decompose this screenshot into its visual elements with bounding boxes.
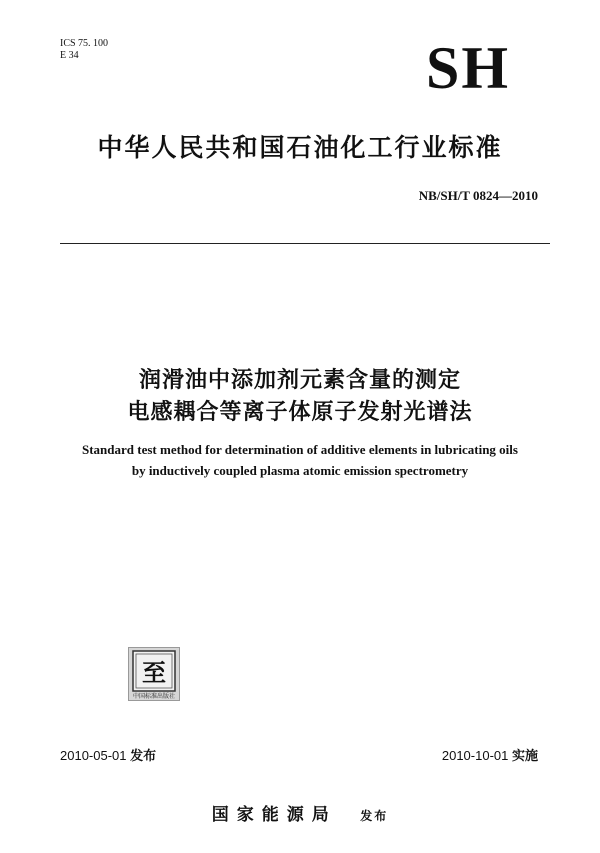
ics-code: ICS 75. 100 bbox=[60, 38, 109, 49]
chinese-title-line-2: 电感耦合等离子体原子发射光谱法 bbox=[127, 400, 473, 425]
english-title-line-1: Standard test method for determination of additive elements in lubricating oils bbox=[82, 442, 518, 457]
standard-title: 中华人民共和国石油化工行业标准 bbox=[97, 133, 503, 162]
issuer-footer bbox=[0, 800, 600, 825]
header-divider bbox=[60, 243, 550, 244]
publisher-stamp-icon bbox=[128, 647, 180, 701]
standard-number: NB/SH/T 0824—2010 bbox=[418, 188, 538, 203]
publish-date-line bbox=[60, 745, 156, 764]
implement-date-line bbox=[442, 745, 538, 764]
english-title-line-2: by inductively coupled plasma atomic emission spectrometry bbox=[131, 463, 469, 478]
sh-logo: SH bbox=[426, 35, 511, 101]
stamp-caption: 中国标准出版社 bbox=[132, 693, 176, 700]
classification-codes bbox=[60, 38, 108, 62]
publish-date: 2010-05-01 bbox=[60, 748, 127, 763]
issuer-label: 发布 bbox=[360, 809, 389, 823]
stamp-glyph: 至 bbox=[142, 659, 166, 687]
publish-label: 发布 bbox=[130, 749, 157, 764]
issuer-name: 国家能源局 bbox=[211, 805, 337, 825]
chinese-title-line-1: 润滑油中添加剂元素含量的测定 bbox=[138, 368, 461, 393]
implement-date: 2010-10-01 bbox=[441, 748, 509, 763]
category-code: E 34 bbox=[60, 50, 79, 61]
implement-label: 实施 bbox=[511, 749, 538, 764]
